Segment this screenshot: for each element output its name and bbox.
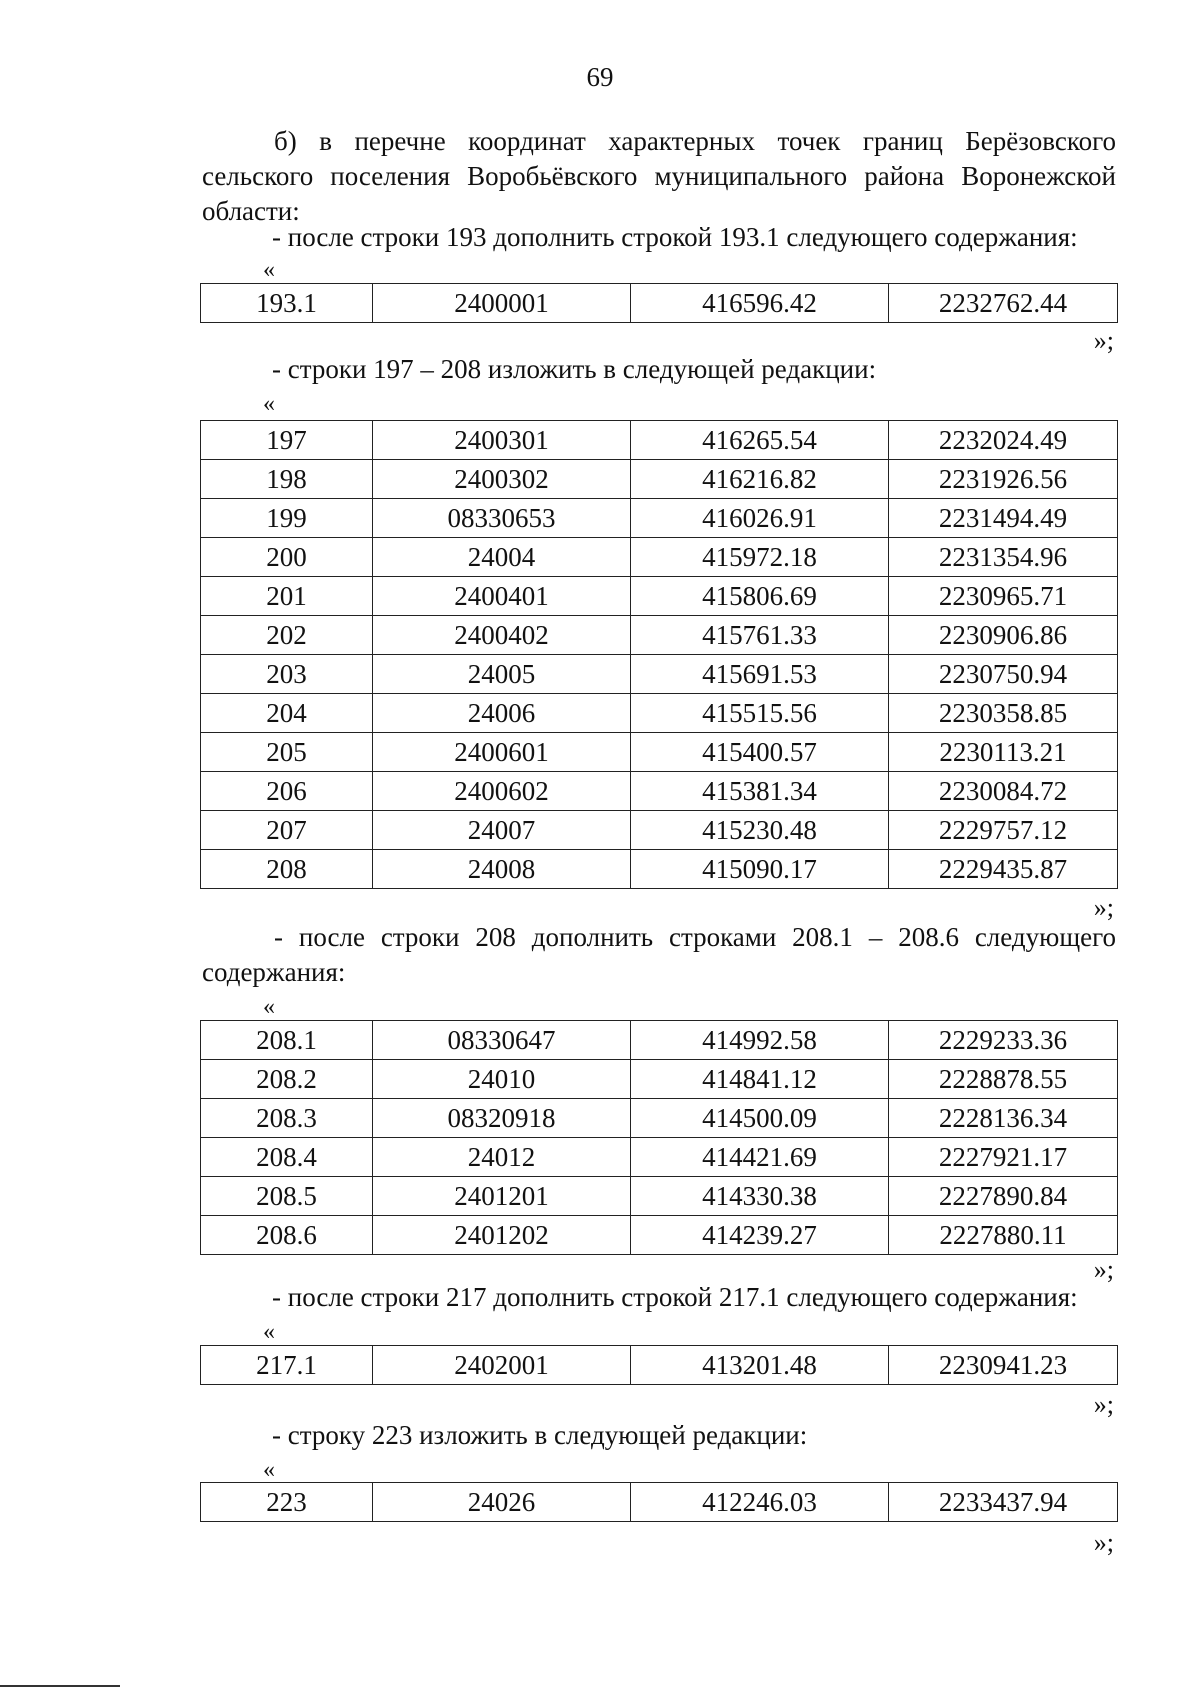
point-id-cell: 24005 bbox=[373, 655, 631, 694]
table-row bbox=[201, 1483, 1118, 1522]
coords-table bbox=[200, 1020, 1118, 1255]
intro-paragraph: б) в перечне координат характерных точек границ Берёзовского сельского поселения Воробьёвского муниципального района Воронежской области: bbox=[202, 126, 1116, 226]
coords-table bbox=[200, 283, 1118, 323]
point-number-cell: 197 bbox=[201, 421, 373, 460]
y-coordinate-cell: 2230113.21 bbox=[889, 733, 1118, 772]
coords-table bbox=[200, 1345, 1118, 1385]
point-id-cell: 2401202 bbox=[373, 1216, 631, 1255]
point-id-cell: 24004 bbox=[373, 538, 631, 577]
point-id-cell: 2400301 bbox=[373, 421, 631, 460]
y-coordinate-cell: 2233437.94 bbox=[889, 1483, 1118, 1522]
x-coordinate-cell: 414992.58 bbox=[631, 1021, 889, 1060]
point-number-cell: 200 bbox=[201, 538, 373, 577]
open-quote: « bbox=[263, 994, 275, 1020]
point-id-cell: 08330653 bbox=[373, 499, 631, 538]
x-coordinate-cell: 416265.54 bbox=[631, 421, 889, 460]
open-quote: « bbox=[263, 1319, 275, 1345]
x-coordinate-cell: 415230.48 bbox=[631, 811, 889, 850]
table-row bbox=[201, 1099, 1118, 1138]
x-coordinate-cell: 415806.69 bbox=[631, 577, 889, 616]
point-number-cell: 217.1 bbox=[201, 1346, 373, 1385]
section-instruction: - строки 197 – 208 изложить в следующей редакции: bbox=[272, 354, 877, 384]
x-coordinate-cell: 415090.17 bbox=[631, 850, 889, 889]
coords-table bbox=[200, 420, 1118, 889]
table-row bbox=[201, 811, 1118, 850]
section-instruction: - после строки 208 дополнить строками 208.1 – 208.6 следующего содержания: bbox=[202, 922, 1116, 987]
table-row bbox=[201, 655, 1118, 694]
point-number-cell: 201 bbox=[201, 577, 373, 616]
footer-divider bbox=[0, 1685, 120, 1687]
section-instruction: - строку 223 изложить в следующей редакции: bbox=[272, 1420, 808, 1450]
x-coordinate-cell: 415400.57 bbox=[631, 733, 889, 772]
y-coordinate-cell: 2230906.86 bbox=[889, 616, 1118, 655]
point-id-cell: 24026 bbox=[373, 1483, 631, 1522]
point-number-cell: 207 bbox=[201, 811, 373, 850]
table-row bbox=[201, 1346, 1118, 1385]
table-row bbox=[201, 850, 1118, 889]
y-coordinate-cell: 2231494.49 bbox=[889, 499, 1118, 538]
close-quote: »; bbox=[1093, 1255, 1114, 1284]
point-number-cell: 203 bbox=[201, 655, 373, 694]
point-number-cell: 208.3 bbox=[201, 1099, 373, 1138]
y-coordinate-cell: 2227880.11 bbox=[889, 1216, 1118, 1255]
x-coordinate-cell: 414239.27 bbox=[631, 1216, 889, 1255]
close-quote: »; bbox=[1093, 1390, 1114, 1419]
open-quote: « bbox=[263, 1457, 275, 1483]
point-number-cell: 208 bbox=[201, 850, 373, 889]
x-coordinate-cell: 416216.82 bbox=[631, 460, 889, 499]
table-row bbox=[201, 1138, 1118, 1177]
point-number-cell: 223 bbox=[201, 1483, 373, 1522]
point-number-cell: 208.5 bbox=[201, 1177, 373, 1216]
y-coordinate-cell: 2231926.56 bbox=[889, 460, 1118, 499]
point-number-cell: 208.4 bbox=[201, 1138, 373, 1177]
point-id-cell: 24010 bbox=[373, 1060, 631, 1099]
y-coordinate-cell: 2232762.44 bbox=[889, 284, 1118, 323]
y-coordinate-cell: 2229757.12 bbox=[889, 811, 1118, 850]
table-row bbox=[201, 1216, 1118, 1255]
close-quote: »; bbox=[1093, 893, 1114, 922]
table-row bbox=[201, 460, 1118, 499]
x-coordinate-cell: 414500.09 bbox=[631, 1099, 889, 1138]
point-id-cell: 2400302 bbox=[373, 460, 631, 499]
y-coordinate-cell: 2227921.17 bbox=[889, 1138, 1118, 1177]
open-quote: « bbox=[263, 257, 275, 283]
x-coordinate-cell: 415381.34 bbox=[631, 772, 889, 811]
point-id-cell: 24007 bbox=[373, 811, 631, 850]
point-number-cell: 206 bbox=[201, 772, 373, 811]
point-id-cell: 2400401 bbox=[373, 577, 631, 616]
point-id-cell: 2400001 bbox=[373, 284, 631, 323]
page-number: 69 bbox=[586, 62, 614, 92]
y-coordinate-cell: 2227890.84 bbox=[889, 1177, 1118, 1216]
point-number-cell: 204 bbox=[201, 694, 373, 733]
x-coordinate-cell: 416596.42 bbox=[631, 284, 889, 323]
y-coordinate-cell: 2228878.55 bbox=[889, 1060, 1118, 1099]
open-quote: « bbox=[263, 391, 275, 417]
close-quote: »; bbox=[1093, 326, 1114, 355]
y-coordinate-cell: 2230358.85 bbox=[889, 694, 1118, 733]
y-coordinate-cell: 2229435.87 bbox=[889, 850, 1118, 889]
point-id-cell: 08330647 bbox=[373, 1021, 631, 1060]
y-coordinate-cell: 2230084.72 bbox=[889, 772, 1118, 811]
x-coordinate-cell: 415515.56 bbox=[631, 694, 889, 733]
coords-table bbox=[200, 1482, 1118, 1522]
table-row bbox=[201, 1021, 1118, 1060]
x-coordinate-cell: 415972.18 bbox=[631, 538, 889, 577]
x-coordinate-cell: 414841.12 bbox=[631, 1060, 889, 1099]
point-number-cell: 199 bbox=[201, 499, 373, 538]
point-id-cell: 2400601 bbox=[373, 733, 631, 772]
point-id-cell: 2400602 bbox=[373, 772, 631, 811]
point-id-cell: 24006 bbox=[373, 694, 631, 733]
table-row bbox=[201, 499, 1118, 538]
point-number-cell: 208.1 bbox=[201, 1021, 373, 1060]
x-coordinate-cell: 416026.91 bbox=[631, 499, 889, 538]
table-row bbox=[201, 577, 1118, 616]
table-row bbox=[201, 421, 1118, 460]
point-id-cell: 2401201 bbox=[373, 1177, 631, 1216]
x-coordinate-cell: 412246.03 bbox=[631, 1483, 889, 1522]
y-coordinate-cell: 2231354.96 bbox=[889, 538, 1118, 577]
point-id-cell: 2402001 bbox=[373, 1346, 631, 1385]
x-coordinate-cell: 415761.33 bbox=[631, 616, 889, 655]
y-coordinate-cell: 2230750.94 bbox=[889, 655, 1118, 694]
x-coordinate-cell: 414330.38 bbox=[631, 1177, 889, 1216]
point-number-cell: 198 bbox=[201, 460, 373, 499]
table-row bbox=[201, 538, 1118, 577]
x-coordinate-cell: 415691.53 bbox=[631, 655, 889, 694]
y-coordinate-cell: 2230941.23 bbox=[889, 1346, 1118, 1385]
table-row bbox=[201, 1060, 1118, 1099]
table-row bbox=[201, 1177, 1118, 1216]
point-id-cell: 2400402 bbox=[373, 616, 631, 655]
y-coordinate-cell: 2232024.49 bbox=[889, 421, 1118, 460]
table-row bbox=[201, 733, 1118, 772]
table-row bbox=[201, 284, 1118, 323]
section-instruction: - после строки 217 дополнить строкой 217.1 следующего содержания: bbox=[272, 1282, 1078, 1312]
y-coordinate-cell: 2228136.34 bbox=[889, 1099, 1118, 1138]
point-id-cell: 08320918 bbox=[373, 1099, 631, 1138]
table-row bbox=[201, 772, 1118, 811]
point-number-cell: 208.6 bbox=[201, 1216, 373, 1255]
close-quote: »; bbox=[1093, 1528, 1114, 1557]
point-id-cell: 24008 bbox=[373, 850, 631, 889]
table-row bbox=[201, 616, 1118, 655]
point-number-cell: 202 bbox=[201, 616, 373, 655]
point-number-cell: 208.2 bbox=[201, 1060, 373, 1099]
x-coordinate-cell: 413201.48 bbox=[631, 1346, 889, 1385]
point-number-cell: 205 bbox=[201, 733, 373, 772]
y-coordinate-cell: 2229233.36 bbox=[889, 1021, 1118, 1060]
table-row bbox=[201, 694, 1118, 733]
point-number-cell: 193.1 bbox=[201, 284, 373, 323]
x-coordinate-cell: 414421.69 bbox=[631, 1138, 889, 1177]
point-id-cell: 24012 bbox=[373, 1138, 631, 1177]
y-coordinate-cell: 2230965.71 bbox=[889, 577, 1118, 616]
section-instruction: - после строки 193 дополнить строкой 193.1 следующего содержания: bbox=[272, 222, 1078, 252]
